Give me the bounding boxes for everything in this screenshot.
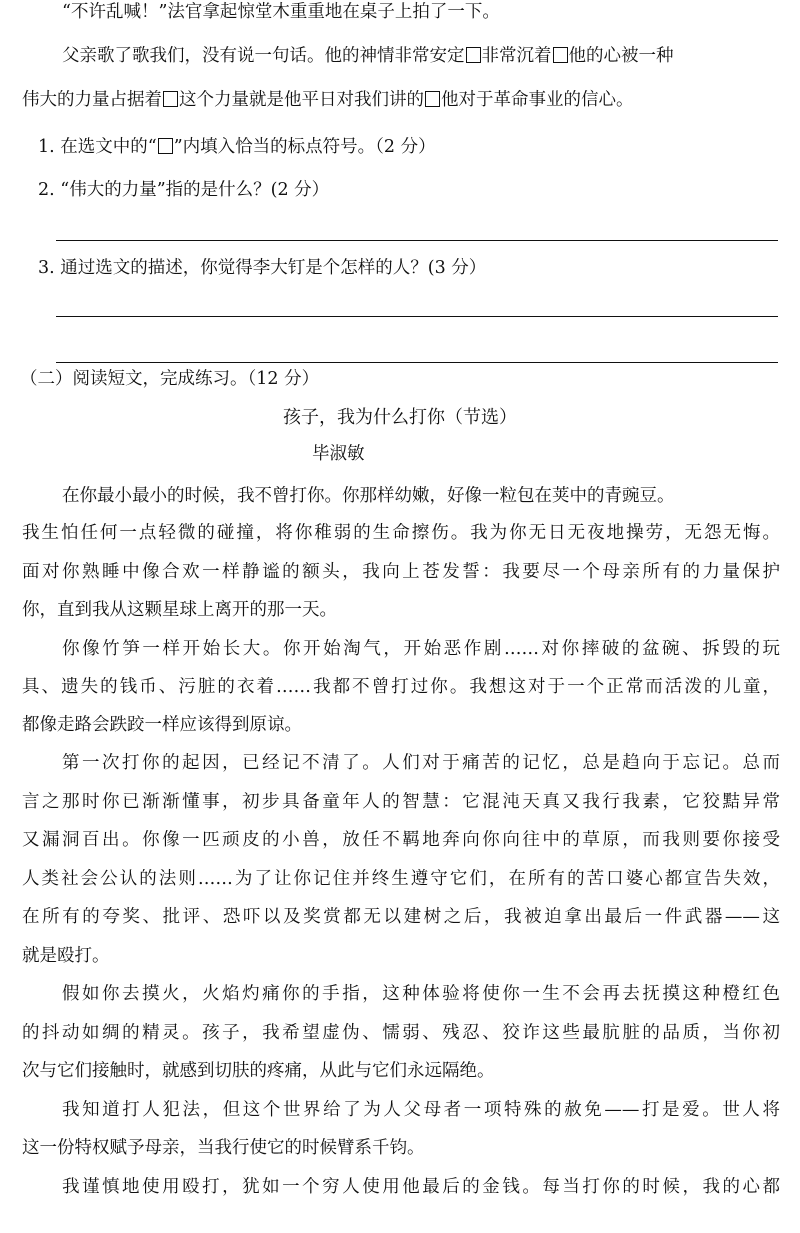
essay-line: 你，直到我从这颗星球上离开的那一天。 (22, 600, 337, 620)
blank-box[interactable] (553, 47, 568, 63)
passage-line (0, 88, 800, 112)
essay-line: 具、遗失的钱币、污脏的衣着……我都不曾打过你。我想这对于一个正常而活泼的儿童， (22, 677, 780, 697)
blank-box[interactable] (466, 47, 481, 63)
essay-line: 我生怕任何一点轻微的碰撞，将你稚弱的生命擦伤。我为你无日无夜地操劳，无怨无悔。 (22, 523, 780, 543)
answer-line[interactable] (56, 362, 778, 363)
question-text: ”内填入恰当的标点符号。（2 分） (173, 137, 436, 157)
question-3: 3. 通过选文的描述，你觉得李大钉是个怎样的人？(3 分） (38, 258, 487, 278)
essay-line: 的抖动如绸的精灵。孩子，我希望虚伪、懦弱、残忍、狡诈这些最肮脏的品质，当你初 (22, 1023, 780, 1043)
question-text: 1. 在选文中的“ (38, 137, 157, 157)
essay-line: 第一次打你的起因，已经记不清了。人们对于痛苦的记忆，总是趋向于忘记。总而 (62, 753, 780, 773)
essay-line: 在你最小最小的时候，我不曾打你。你那样幼嫩，好像一粒包在荚中的青豌豆。 (62, 486, 675, 506)
essay-line: 你像竹笋一样开始长大。你开始淘气，开始恶作剧……对你摔破的盆碗、拆毁的玩 (62, 639, 780, 659)
essay-line: 就是殴打。 (22, 946, 110, 966)
passage-text: 他的心被一种 (568, 46, 674, 66)
essay-line: 人类社会公认的法则……为了让你记住并终生遵守它们，在所有的苦口婆心都宣告失效， (22, 869, 780, 889)
essay-line: 假如你去摸火，火焰灼痛你的手指，这种体验将使你一生不会再去抚摸这种橙红色 (62, 984, 780, 1004)
section-heading: （二）阅读短文，完成练习。（12 分） (20, 369, 320, 389)
passage-text: 父亲歌了歌我们，没有说一句话。他的神情非常安定 (62, 46, 465, 66)
question-1 (0, 135, 800, 159)
answer-line[interactable] (56, 240, 778, 241)
essay-line: 我谨慎地使用殴打，犹如一个穷人使用他最后的金钱。每当打你的时候，我的心都 (62, 1177, 780, 1197)
passage-text: 伟大的力量占据着 (22, 90, 162, 110)
blank-box[interactable] (163, 91, 178, 107)
essay-line: 面对你熟睡中像合欢一样静谧的额头，我向上苍发誓：我要尽一个母亲所有的力量保护 (22, 562, 780, 582)
blank-box-sample (158, 138, 173, 154)
passage-line (0, 44, 800, 68)
essay-line: 又漏洞百出。你像一匹顽皮的小兽，放任不羁地奔向你向往中的草原，而我则要你接受 (22, 830, 780, 850)
essay-author: 毕淑敏 (312, 444, 365, 464)
passage-text: 这个力量就是他平日对我们讲的 (179, 90, 424, 110)
essay-title: 孩子，我为什么打你（节选） (283, 407, 517, 428)
essay-line: 在所有的夸奖、批评、恐吓以及奖赏都无以建树之后，我被迫拿出最后一件武器——这 (22, 907, 780, 927)
essay-line: 次与它们接触时，就感到切肤的疼痛，从此与它们永远隔绝。 (22, 1061, 495, 1081)
answer-line[interactable] (56, 316, 778, 317)
essay-line: 言之那时你已渐渐懂事，初步具备童年人的智慧：它混沌天真又我行我素，它狡黠异常 (22, 792, 780, 812)
passage-line: “不许乱喊！”法官拿起惊堂木重重地在桌子上拍了一下。 (62, 2, 500, 22)
essay-line: 都像走路会跌跤一样应该得到原谅。 (22, 715, 302, 735)
question-2: 2. “伟大的力量”指的是什么？(2 分） (38, 180, 330, 200)
passage-text: 他对于革命事业的信心。 (441, 90, 634, 110)
essay-line: 这一份特权赋予母亲，当我行使它的时候臂系千钧。 (22, 1138, 425, 1158)
essay-line: 我知道打人犯法，但这个世界给了为人父母者一项特殊的赦免——打是爱。世人将 (62, 1100, 780, 1120)
blank-box[interactable] (425, 91, 440, 107)
passage-text: 非常沉着 (481, 46, 552, 66)
